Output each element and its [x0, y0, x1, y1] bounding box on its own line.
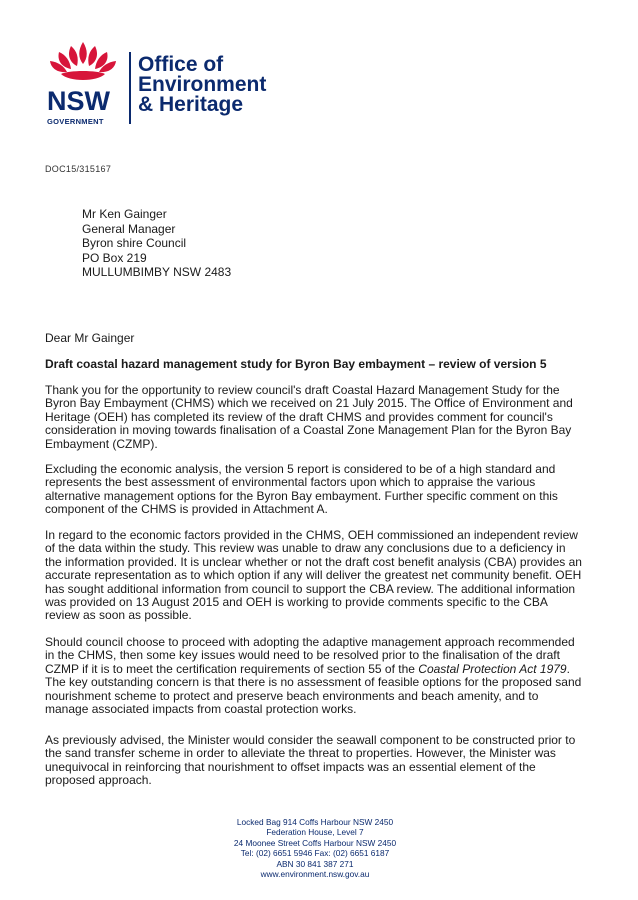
paragraph-line: the information provided. It is unclear whether or not the draft cost benefit analysis (CBA) provides an	[45, 554, 582, 569]
paragraph-2	[45, 463, 605, 517]
letterhead-footer	[200, 817, 430, 879]
paragraph-5	[45, 734, 605, 788]
paragraph-3	[45, 529, 605, 623]
address-line: MULLUMBIMBY NSW 2483	[82, 265, 232, 279]
paragraph-line: As previously advised, the Minister would consider the seawall component to be constructed prior to	[45, 733, 576, 747]
paragraph-line: Should council choose to proceed with adopting the adaptive management approach recommended	[45, 635, 575, 649]
paragraph-line: Embayment (CZMP).	[45, 436, 158, 451]
paragraph-line: consideration in moving towards finalisation of a Coastal Zone Management Plan for the Byron Bay	[45, 423, 572, 438]
footer-phone-fax: Tel: (02) 6651 5946 Fax: (02) 6651 6187	[240, 848, 390, 859]
footer-address-line: Federation House, Level 7	[266, 827, 364, 838]
paragraph-line: component of the CHMS is provided in Attachment A.	[45, 502, 328, 517]
agency-name-line: Office of	[138, 53, 224, 76]
salutation: Dear Mr Gainger	[45, 331, 135, 345]
logo-divider	[129, 52, 131, 124]
address-line: General Manager	[82, 221, 176, 236]
paragraph-line: In regard to the economic factors provided in the CHMS, OEH commissioned an independent review	[45, 528, 578, 542]
government-wordmark: GOVERNMENT	[47, 117, 104, 126]
paragraph-line: alternative management options for the Byron Bay embayment. Further specific comment on this	[45, 488, 558, 503]
paragraph-line: Byron Bay Embayment (CHMS) which we received on 21 July 2015. The Office of Environment and	[45, 396, 573, 411]
agency-name-line: Environment	[138, 73, 267, 96]
paragraph-line: in the CHMS, then some key issues would need to be resolved prior to the finalisation of the draft	[45, 648, 560, 663]
paragraph-line: review as soon as possible.	[45, 608, 192, 623]
paragraph-line: the sand transfer scheme in order to alleviate the threat to properties. However, the Minister was	[45, 746, 556, 761]
paragraph-line: was provided on 13 August 2015 and OEH is working to provide comments specific to the CBA	[45, 595, 548, 610]
paragraph-text: CZMP if it is to meet the certification requirements of section 55 of the	[45, 661, 419, 676]
address-line: Mr Ken Gainger	[82, 207, 167, 221]
agency-name	[138, 55, 266, 115]
address-line: Byron shire Council	[82, 236, 187, 250]
paragraph-line: represents the best assessment of environmental factors upon which to appraise the various	[45, 475, 536, 490]
nsw-wordmark: NSW	[47, 86, 110, 116]
paragraph-line: manage associated impacts from coastal protection works.	[45, 702, 357, 717]
paragraph-4	[45, 636, 605, 716]
paragraph-line: of the data within the study. This review was unable to draw any conclusions due to a deficiency in	[45, 541, 566, 556]
subject-line: Draft coastal hazard management study for Byron Bay embayment – review of version 5	[45, 357, 547, 371]
waratah-logo-icon	[47, 40, 119, 84]
paragraph-1	[45, 384, 605, 451]
agency-name-line: & Heritage	[138, 93, 244, 116]
footer-address-line: 24 Moonee Street Coffs Harbour NSW 2450	[233, 837, 397, 848]
footer-website-link[interactable]: www.environment.nsw.gov.au	[260, 869, 370, 880]
paragraph-line: proposed approach.	[45, 773, 152, 788]
paragraph-line	[45, 663, 605, 676]
footer-abn: ABN 30 841 387 271	[276, 858, 354, 869]
address-line: PO Box 219	[82, 250, 147, 265]
nsw-oeh-logo	[45, 40, 285, 125]
paragraph-line: The key outstanding concern is that there is no assessment of feasible options for the proposed sand	[45, 675, 582, 690]
paragraph-line: Thank you for the opportunity to review council's draft Coastal Hazard Management Study for the	[45, 383, 560, 397]
act-title: Coastal Protection Act 1979	[418, 661, 567, 676]
recipient-address	[82, 207, 231, 280]
document-reference: DOC15/315167	[45, 164, 112, 174]
paragraph-line: unequivocal in reinforcing that nourishment to offset impacts was an essential element of the	[45, 759, 536, 774]
paragraph-line: has sought additional information from council to support the CBA review. The additional information	[45, 581, 576, 596]
paragraph-text: .	[566, 661, 570, 676]
paragraph-line: Heritage (OEH) has completed its review of the draft CHMS and provides comment for council's	[45, 409, 553, 424]
paragraph-line: accurate representation as to which option if any will deliver the greatest net community benefit. OEH	[45, 568, 582, 583]
paragraph-line: Excluding the economic analysis, the version 5 report is considered to be of a high standard and	[45, 462, 556, 476]
footer-address-line: Locked Bag 914 Coffs Harbour NSW 2450	[236, 817, 394, 827]
paragraph-line: nourishment scheme to protect and preserve beach environments and beach amenity, and to	[45, 688, 539, 703]
